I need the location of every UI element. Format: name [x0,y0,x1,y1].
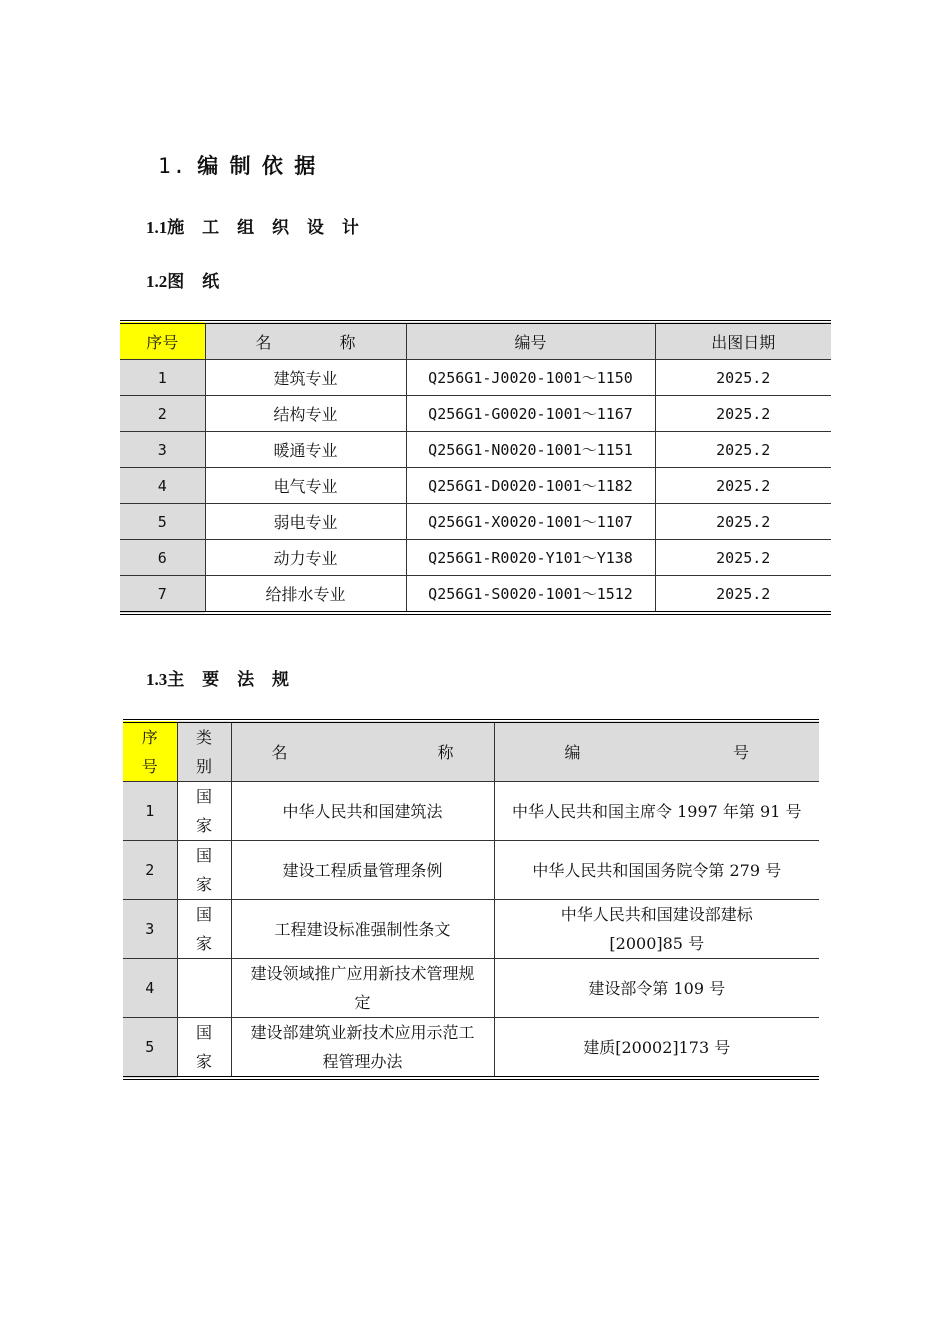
row-name: 建设领域推广应用新技术管理规定 [231,959,494,1018]
header-cell-seq: 序号 [123,721,177,782]
header-cell-name: 名 称 [231,721,494,782]
row-code: Q256G1-R0020-Y101～Y138 [406,540,655,576]
table-row [120,432,831,468]
section-heading-1 [158,150,317,180]
table-row [120,576,831,614]
header-cell-category: 类别 [177,721,231,782]
table-row [120,468,831,504]
row-seq: 6 [120,540,205,576]
row-name: 建设部建筑业新技术应用示范工程管理办法 [231,1018,494,1079]
table-row [123,1018,819,1079]
row-name: 给排水专业 [205,576,406,614]
row-date: 2025.2 [655,468,831,504]
heading-title: 图 纸 [167,272,226,292]
section-heading-1-3 [146,665,295,690]
heading-number: 1.1 [146,218,168,237]
header-cell-name: 名 称 [205,322,406,360]
row-seq: 2 [123,841,177,900]
header-cell-date: 出图日期 [655,322,831,360]
row-code: 建设部令第 109 号 [494,959,819,1018]
row-seq: 3 [120,432,205,468]
table-header-row [120,322,831,360]
row-seq: 1 [120,360,205,396]
row-code: 建质[20002]173 号 [494,1018,819,1079]
row-name: 结构专业 [205,396,406,432]
row-name: 暖通专业 [205,432,406,468]
header-cell-code: 编 号 [494,721,819,782]
row-date: 2025.2 [655,432,831,468]
row-category: 国家 [177,1018,231,1079]
row-code: Q256G1-X0020-1001～1107 [406,504,655,540]
heading-number: 1.2 [146,272,168,291]
row-seq: 5 [120,504,205,540]
row-seq: 1 [123,782,177,841]
row-name: 电气专业 [205,468,406,504]
row-seq: 4 [123,959,177,1018]
heading-title: 编 制 依 据 [197,153,318,178]
section-heading-1-2 [146,267,225,292]
row-code: 中华人民共和国主席令 1997 年第 91 号 [494,782,819,841]
row-code: Q256G1-J0020-1001～1150 [406,360,655,396]
table-row [123,782,819,841]
row-date: 2025.2 [655,360,831,396]
heading-title: 施 工 组 织 设 计 [167,218,365,238]
heading-title: 主 要 法 规 [167,670,296,690]
row-category: 国家 [177,900,231,959]
table-header-row [123,721,819,782]
row-seq: 7 [120,576,205,614]
row-seq: 2 [120,396,205,432]
table-row [120,360,831,396]
row-date: 2025.2 [655,504,831,540]
drawings-table [120,320,831,615]
row-name: 动力专业 [205,540,406,576]
row-seq: 4 [120,468,205,504]
row-date: 2025.2 [655,540,831,576]
row-category: 国家 [177,782,231,841]
heading-number: 1. [158,154,188,178]
regulations-table [123,719,819,1080]
row-name: 弱电专业 [205,504,406,540]
row-category [177,959,231,1018]
row-code: Q256G1-N0020-1001～1151 [406,432,655,468]
section-heading-1-1 [146,213,365,238]
row-name: 工程建设标准强制性条文 [231,900,494,959]
row-code: Q256G1-G0020-1001～1167 [406,396,655,432]
header-cell-seq: 序号 [120,322,205,360]
row-code: 中华人民共和国建设部建标[2000]85 号 [494,900,819,959]
row-seq: 3 [123,900,177,959]
row-seq: 5 [123,1018,177,1079]
table-row [120,504,831,540]
heading-number: 1.3 [146,670,168,689]
row-code: 中华人民共和国国务院令第 279 号 [494,841,819,900]
table-row [123,959,819,1018]
row-name: 建筑专业 [205,360,406,396]
table-row [123,841,819,900]
row-date: 2025.2 [655,396,831,432]
row-category: 国家 [177,841,231,900]
table-row [120,396,831,432]
row-date: 2025.2 [655,576,831,614]
row-name: 建设工程质量管理条例 [231,841,494,900]
row-code: Q256G1-S0020-1001～1512 [406,576,655,614]
table-row [123,900,819,959]
row-code: Q256G1-D0020-1001～1182 [406,468,655,504]
row-name: 中华人民共和国建筑法 [231,782,494,841]
table-row [120,540,831,576]
header-cell-code: 编号 [406,322,655,360]
